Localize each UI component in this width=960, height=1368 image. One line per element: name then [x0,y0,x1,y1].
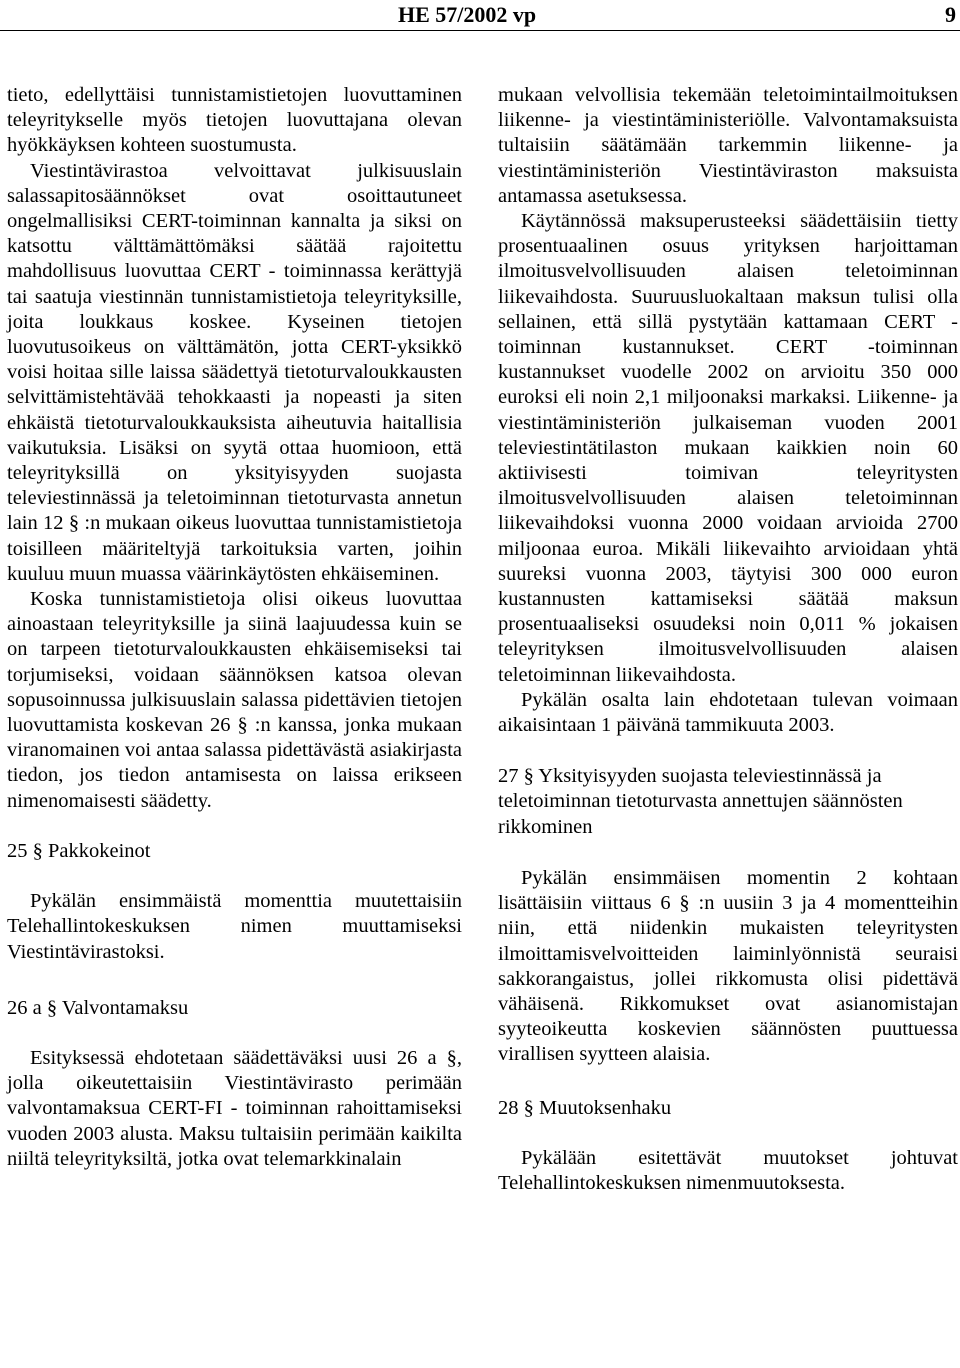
paragraph-publicity-act: Koska tunnistamistietoja olisi oikeus luovuttaa ainoastaan teleyrityksille ja siinä laajuudessa kuin se on tarpeen tietoturvaloukkausten ehkäisemiseksi tai torjumiseksi, voidaan säännöksen katsoa olevan sopusoinnussa julkisuuslain salassa pidettävien tietojen luovuttamista koskevan 26 § :n kanssa, jonka mukaan viranomainen voi antaa salassa pidettävästä asiakirjasta tiedon, jos tiedon antamisesta on laissa erikseen nimenomaisesti säädetty. [7,588,462,812]
paragraph-entry-into-force: Pykälän osalta lain ehdotetaan tulevan voimaan aikaisintaan 1 päivänä tammikuuta 2003. [498,688,958,737]
section-heading-26a: 26 a § Valvontamaksu [7,996,189,1019]
paragraph-continued: tieto, edellyttäisi tunnistamistietojen luovuttaminen teleyritykselle myös tietojen luovuttajana olevan hyökkäyksen kohteen suostumusta. [7,84,462,157]
section-heading-28: 28 § Muutoksenhaku [498,1096,672,1119]
section-heading-25: 25 § Pakkokeinot [7,839,151,862]
right-column [498,83,958,1196]
paragraph-fee-basis: Käytännössä maksuperusteeksi säädettäisiin tietty prosentuaalinen osuus yrityksen harjoittaman ilmoitusvelvollisuuden alaisen teletoiminnan liikevaihdosta. Suuruusluokaltaan maksun tulisi olla sellainen, että sillä pystytään kattamaan CERT -toiminnan kustannukset. CERT -toiminnan kustannukset vuodelle 2002 on arvioitu 350 000 euroksi eli noin 2,1 miljoonaksi markaksi. Liikenne- ja viestintäministeriön julkaiseman vuoden 2001 televiestintätilaston mukaan kaikkien noin 60 aktiivisesti toimivan teleyritysten ilmoitusvelvollisuuden alaisen teletoiminnan liikevaihdoksi vuonna 2000 voidaan arvioida 2700 miljoonaa euroa. Mikäli liikevaihto arvioidaan yhtä suureksi vuonna 2003, täytyisi 300 000 euron kustannusten kattamiseksi säätää maksun prosentuaaliseksi osuudeksi noin 0,011 % jokaisen teleyrityksen ilmoitusvelvollisuuden alaisen teletoiminnan liikevaihdosta. [498,210,958,686]
page-header [0,4,960,31]
paragraph-continued: mukaan velvollisia tekemään teletoimintailmoituksen liikenne- ja viestintäministeriölle. Valvontamaksuista tultaisiin säätämään tarkemmin liikenne- ja viestintäministeriön Viestintäviraston maksuista antamassa asetuksessa. [498,84,958,207]
document-id: HE 57/2002 vp [398,2,537,27]
page-number: 9 [945,2,956,27]
left-column [7,83,462,1172]
paragraph-section-25: Pykälän ensimmäistä momenttia muutettaisiin Telehallintokeskuksen nimen muuttamiseksi Viestintävirastoksi. [7,890,462,963]
paragraph-section-28: Pykälään esitettävät muutokset johtuvat Telehallintokeskuksen nimenmuutoksesta. [498,1146,958,1194]
paragraph-section-27: Pykälän ensimmäisen momentin 2 kohtaan lisättäisiin viittaus 6 § :n uusiin 3 ja 4 momentteihin niin, että niidenkin mukaisten teleyritysten ilmoittamisvelvoitteiden laiminlyönnistä seuraisi sakkorangaistus, jollei rikkomusta olisi pidettävä vähäisenä. Rikkomukset ovat asianomistajan syyteoikeutta koskevien säännösten puuttuessa virallisen syytteen alaisia. [498,866,958,1066]
paragraph-section-26a: Esityksessä ehdotetaan säädettäväksi uusi 26 a §, jolla oikeutettaisiin Viestintävirasto perimään valvontamaksua CERT-FI - toiminnan rahoittamiseksi vuoden 2003 alusta. Maksu tultaisiin perimään kaikilta niiltä teleyrityksiltä, jotka ovat telemarkkinalain [7,1046,462,1170]
section-heading-27: 27 § Yksityisyyden suojasta televiestinnässä ja teletoiminnan tietoturvasta annettujen säännösten rikkominen [498,765,903,838]
paragraph-cert-disclosure: Viestintävirastoa velvoittavat julkisuuslain salassapitosäännökset ovat osoittautuneet ongelmallisiksi CERT-toiminnan kannalta ja siksi on katsottu välttämättömäksi säätää rajoitettu mahdollisuus luovuttaa CERT - toiminnassa kerättyjä tai saatuja viestinnän tunnistamistietoja teleyrityksille, joita loukkaus koskee. Kyseinen tietojen luovutusoikeus on välttämätön, jotta CERT-yksikkö voisi hoitaa sille laissa säädettyä tietoturvaloukkausten selvittämistehtävää tehokkaasti ja nopeasti ja siten ehkäistä tietoturvaloukkauksista aiheutuvia haitallisia vaikutuksia. Lisäksi on syytä ottaa huomioon, että teleyrityksillä on yksityisyyden suojasta televiestinnässä ja teletoiminnan tietoturvasta annetun lain 12 § :n mukaan oikeus luovuttaa tunnistamistietoja toisilleen määriteltyjä tarkoituksia varten, joihin kuuluu muun muassa väärinkäytösten ehkäiseminen. [7,159,462,585]
